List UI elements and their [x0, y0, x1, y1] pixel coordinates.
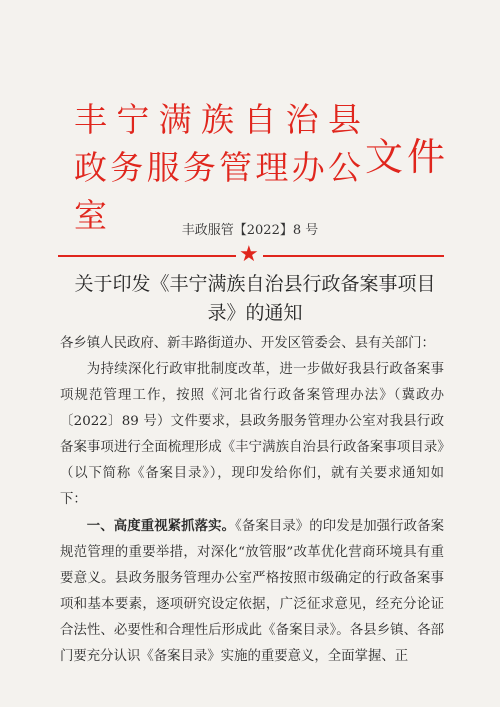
document-type-label: 文件 — [365, 135, 450, 179]
section-1-heading: 一、高度重视紧抓落实。 — [86, 518, 236, 534]
title-line-1: 关于印发《丰宁满族自治县行政备案事项目 — [74, 273, 436, 295]
section-1-text: 《备案目录》的印发是加强行政备案规范管理的重要举措，对深化“放管服”改革优化营商环境具有重要意义。县政务服务管理办公室严格按照市级确定的行政备案事项和基本要素，逐项研究设定依据，广泛征求意见，经充分论证合法性、必要性和合理性后形成此《备案目录》。各县乡镇、各部门要充分认识《备案目录》实施的重要意义，全面掌握、正 — [60, 519, 444, 664]
title-line-2: 录》的通知 — [207, 302, 303, 324]
red-divider-left — [58, 255, 236, 257]
red-star-icon: ★ — [239, 242, 259, 267]
paragraph-section-1 — [60, 513, 444, 670]
salutation: 各乡镇人民政府、新丰路街道办、开发区管委会、县有关部门： — [60, 336, 435, 351]
red-divider-right — [263, 255, 444, 257]
document-title — [60, 270, 450, 328]
paragraph-intro: 为持续深化行政审批制度改革，进一步做好我县行政备案事项规范管理工作，按照《河北省行政备案管理办法》（冀政办〔2022〕89 号）文件要求，县政务服务管理办公室对我县行政备案事项进行全面梳理形成《丰宁满族自治县行政备案事项目录》（以下简称《备案目录》），现印发给你们，就有关要求通知如下： — [60, 362, 444, 507]
issuer-line-1: 丰宁满族自治县 — [74, 100, 364, 139]
issuer-line-2: 政务服务管理办公室 — [74, 148, 364, 235]
document-body — [60, 331, 444, 670]
document-number: 丰政服管【2022】8 号 — [181, 223, 319, 238]
